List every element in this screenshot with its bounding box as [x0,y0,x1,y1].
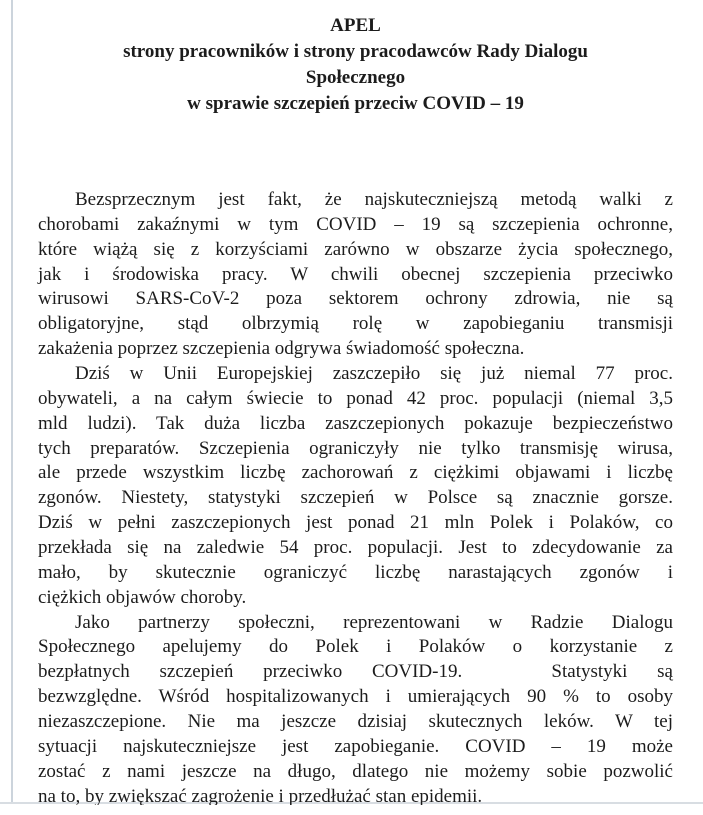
title-line: Społecznego [305,67,406,88]
text-line: które wiążą się z korzyściami zarówno w obszarze życia społecznego, [38,238,673,260]
text-line: przekłada się na zaledwie 54 proc. populacji. Jest to zdecydowanie za [38,537,673,559]
title-line: w sprawie szczepień przeciw COVID – 19 [187,93,524,114]
text-line: Dziś w Unii Europejskiej zaszczepiło się już niemal 77 proc. [75,363,673,385]
text-line: ale przede wszystkim liczbę zachorowań z ciężkimi objawami i liczbę [38,462,673,484]
text-line: Jako partnerzy społeczni, reprezentowani w Radzie Dialogu [75,611,673,633]
title-line: APEL [330,15,381,36]
paragraph [38,188,673,362]
paragraph [38,362,673,611]
text-line: bezpłatnych szczepień przeciwko COVID-19. Statystyki są [38,661,673,683]
text-line: obywateli, a na całym świecie to ponad 42 proc. populacji (niemal 3,5 [38,387,673,409]
text-line: sytuacji najskuteczniejsze jest zapobieganie. COVID – 19 może [38,735,673,757]
text-line: Społecznego apelujemy do Polek i Polaków o korzystanie z [38,636,673,658]
document-body [38,188,673,805]
text-line: zakażenia poprzez szczepienia odgrywa świadomość społeczna. [38,338,525,360]
text-line: niezaszczepione. Nie ma jeszcze dzisiaj skutecznych leków. W tej [38,711,673,733]
text-line: tych preparatów. Szczepienia ograniczyły nie tylko transmisję wirusa, [38,437,673,459]
document-title [38,13,673,117]
text-line: na to, by zwiększać zagrożenie i przedłużać stan epidemii. [38,785,483,805]
text-line: jak i środowiska pracy. W chwili obecnej szczepienia przeciwko [38,263,673,285]
text-line: ciężkich objawów choroby. [38,586,247,608]
text-line: zgonów. Niestety, statystyki szczepień w Polsce są znacznie gorsze. [38,487,673,509]
text-line: Bezsprzecznym jest fakt, że najskuteczniejszą metodą walki z [75,189,673,210]
text-line: bezwzględne. Wśród hospitalizowanych i umierających 90 % to osoby [38,686,673,708]
text-line: zostać z nami jeszcze na długo, dlatego nie możemy sobie pozwolić [38,760,673,782]
text-line: obligatoryjne, stąd olbrzymią rolę w zapobieganiu transmisji [38,313,673,335]
text-line: wirusowi SARS-CoV-2 poza sektorem ochrony zdrowia, nie są [38,288,673,310]
text-line: Dziś w pełni zaszczepionych jest ponad 21 mln Polek i Polaków, co [38,512,673,534]
title-line: strony pracowników i strony pracodawców Rady Dialogu [123,41,588,62]
text-line: chorobami zakaźnymi w tym COVID – 19 są szczepienia ochronne, [38,213,673,235]
text-line: mld ludzi). Tak duża liczba zaszczepionych pokazuje bezpieczeństwo [38,412,673,434]
text-line: mało, by skutecznie ograniczyć liczbę narastających zgonów i [38,561,673,583]
paragraph [38,611,673,805]
